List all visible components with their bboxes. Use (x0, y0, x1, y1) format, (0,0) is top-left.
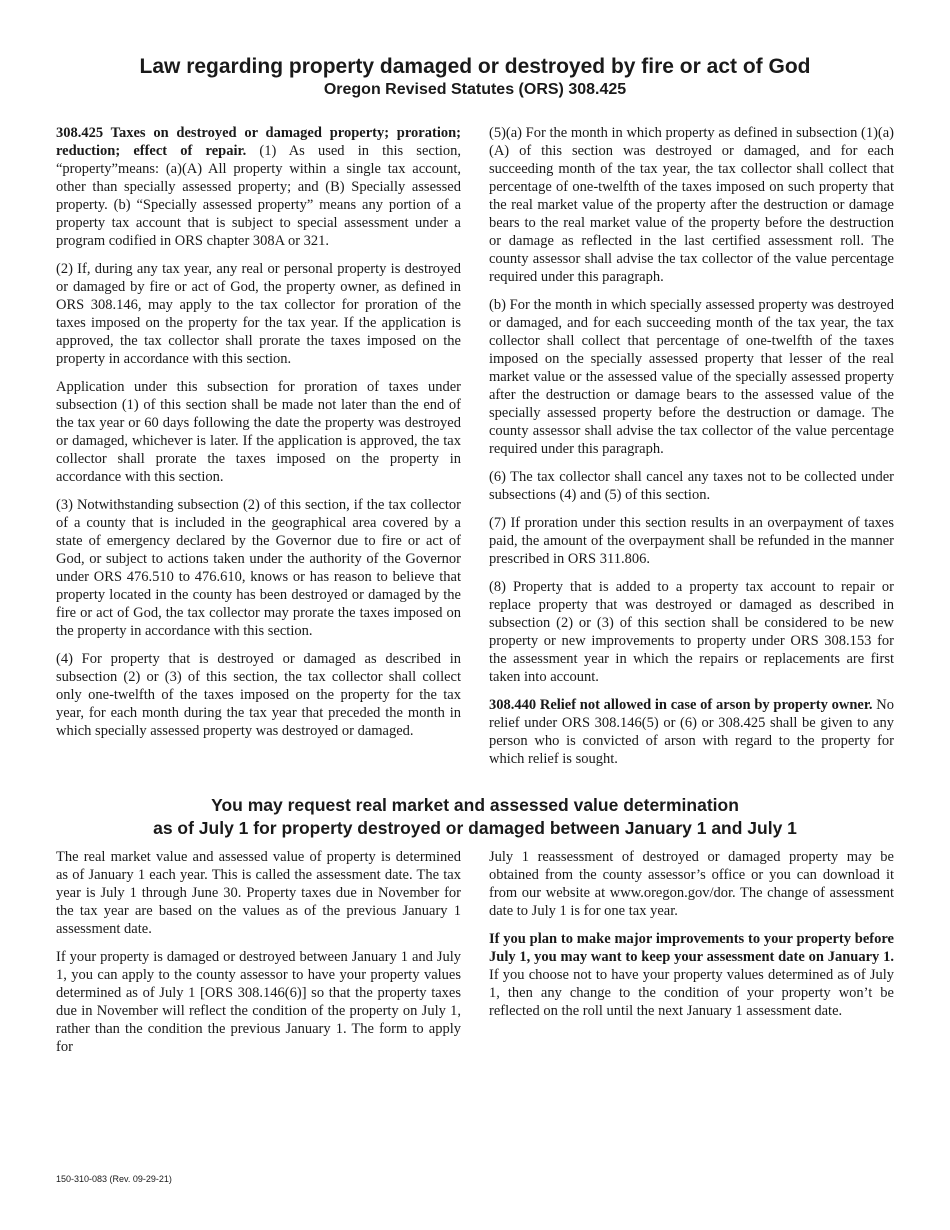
statute-308-425-heading: 308.425 Taxes on destroyed or damaged property; proration; reduction; effect of repair. (56, 125, 461, 159)
improvements-advice: If you plan to make major improvements to your property before July 1, you may want to keep your assessment date on January 1. (489, 931, 894, 965)
statute-paragraph-2: (2) If, during any tax year, any real or personal property is destroyed or damaged by fire or act of God, the property owner, as defined in ORS 308.146, may apply to the tax collector for proration of the taxes imposed on the property for the tax year. If the application is approved, the tax collector shall prorate the taxes imposed on the property in accordance with this section. (56, 261, 461, 367)
statute-right-column (489, 124, 894, 778)
statute-paragraph-6: (5)(a) For the month in which property as defined in subsection (1)(a)(A) of this section was destroyed or damaged, and for each succeeding month of the tax year, the tax collector shall collect that percentage of one-twelfth of the taxes imposed on such property that the real market value of the property after the destruction or damage bears to the real market value of the property before the destruction or damage as reflected in the last certified assessment roll. The county assessor shall advise the tax collector of the value percentage required under this paragraph. (489, 125, 894, 285)
statute-left-column (56, 124, 461, 750)
request-paragraph-2: If your property is damaged or destroyed between January 1 and July 1, you can apply to the county assessor to have your property values determined as of July 1 [ORS 308.146(6)] so that the property taxes due in November will reflect the condition of the property on July 1, rather than the condition the previous January 1. The form to apply for (56, 949, 461, 1055)
statute-paragraph-1-text: (1) As used in this section, “property”means: (a)(A) All property within a single tax account, other than specially assessed property; and (B) Specially assessed property. (b) “Specially assessed property” means any portion of a property tax account that is subject to special assessment under a program codified in ORS chapter 308A or 321. (56, 143, 461, 249)
page-title: Law regarding property damaged or destroyed by fire or act of God (139, 55, 811, 78)
request-section-heading (0, 794, 950, 840)
page-subtitle: Oregon Revised Statutes (ORS) 308.425 (323, 81, 627, 98)
statute-paragraph-1 (56, 124, 461, 250)
statute-paragraph-3: Application under this subsection for proration of taxes under subsection (1) of this section shall be made not later than the end of the tax year or 60 days following the date the property was destroyed or damaged, whichever is later. If the application is approved, the tax collector shall prorate the taxes imposed on the property in accordance with this section. (56, 379, 461, 485)
statute-paragraph-10: (8) Property that is added to a property tax account to repair or replace property that was destroyed or damaged as described in subsection (2) or (3) of this section shall be considered to be new property or new improvements to property under ORS 308.153 for the assessment year in which the repairs or replacements are first taken into account. (489, 579, 894, 685)
request-heading-line-2: as of July 1 for property destroyed or damaged between January 1 and July 1 (153, 818, 797, 838)
request-right-column (489, 848, 894, 1030)
request-heading-line-1: You may request real market and assessed value determination (211, 795, 739, 815)
statute-308-440-heading: 308.440 Relief not allowed in case of arson by property owner. (489, 697, 873, 713)
request-paragraph-4-text: If you choose not to have your property values determined as of July 1, then any change to the condition of your property won’t be reflected on the roll until the next January 1 assessment date. (489, 967, 894, 1019)
request-paragraph-3: July 1 reassessment of destroyed or damaged property may be obtained from the county assessor’s office or you can download it from our website at www.oregon.gov/dor. The change of assessment date to July 1 is for one tax year. (489, 849, 894, 919)
statute-paragraph-11 (489, 696, 894, 768)
request-paragraph-4 (489, 930, 894, 1020)
statute-paragraph-9: (7) If proration under this section results in an overpayment of taxes paid, the amount of the overpayment shall be refunded in the manner prescribed in ORS 311.806. (489, 515, 894, 567)
request-left-column (56, 848, 461, 1066)
form-number: 150-310-083 (Rev. 09-29-21) (56, 1174, 172, 1184)
statute-paragraph-11-text: No relief under ORS 308.146(5) or (6) or 308.425 shall be given to any person who is convicted of arson with regard to the property for which relief is sought. (489, 697, 894, 767)
statute-paragraph-4: (3) Notwithstanding subsection (2) of this section, if the tax collector of a county that is included in the geographical area covered by a state of emergency declared by the Governor due to fire or act of God, or subject to actions taken under the authority of the Governor under ORS 476.510 to 476.610, knows or has reason to believe that property located in the county has been destroyed or damaged by the fire or act of God, the tax collector may prorate the taxes imposed on the property in accordance with this section. (56, 497, 461, 639)
statute-paragraph-8: (6) The tax collector shall cancel any taxes not to be collected under subsections (4) and (5) of this section. (489, 469, 894, 503)
statute-paragraph-5: (4) For property that is destroyed or damaged as described in subsection (2) or (3) of this section, the tax collector shall collect only one-twelfth of the taxes imposed on the property for the tax year, for each month during the tax year that preceded the month in which specially assessed property was destroyed or damaged. (56, 651, 461, 739)
request-paragraph-1: The real market value and assessed value of property is determined as of January 1 each year. This is called the assessment date. The tax year is July 1 through June 30. Property taxes due in November for the tax year are based on the values as of the previous January 1 assessment date. (56, 849, 461, 937)
title-block (0, 54, 950, 100)
statute-paragraph-7: (b) For the month in which specially assessed property was destroyed or damaged, and for each succeeding month of the tax year, the tax collector shall collect that percentage of one-twelfth of the taxes imposed on the specially assessed property that lesser of the real market value or the assessed value of the specially assessed property after the destruction or damage bears to the assessed value of the specially assessed property before the destruction or damage. The county assessor shall advise the tax collector of the value percentage required under this paragraph. (489, 297, 894, 457)
